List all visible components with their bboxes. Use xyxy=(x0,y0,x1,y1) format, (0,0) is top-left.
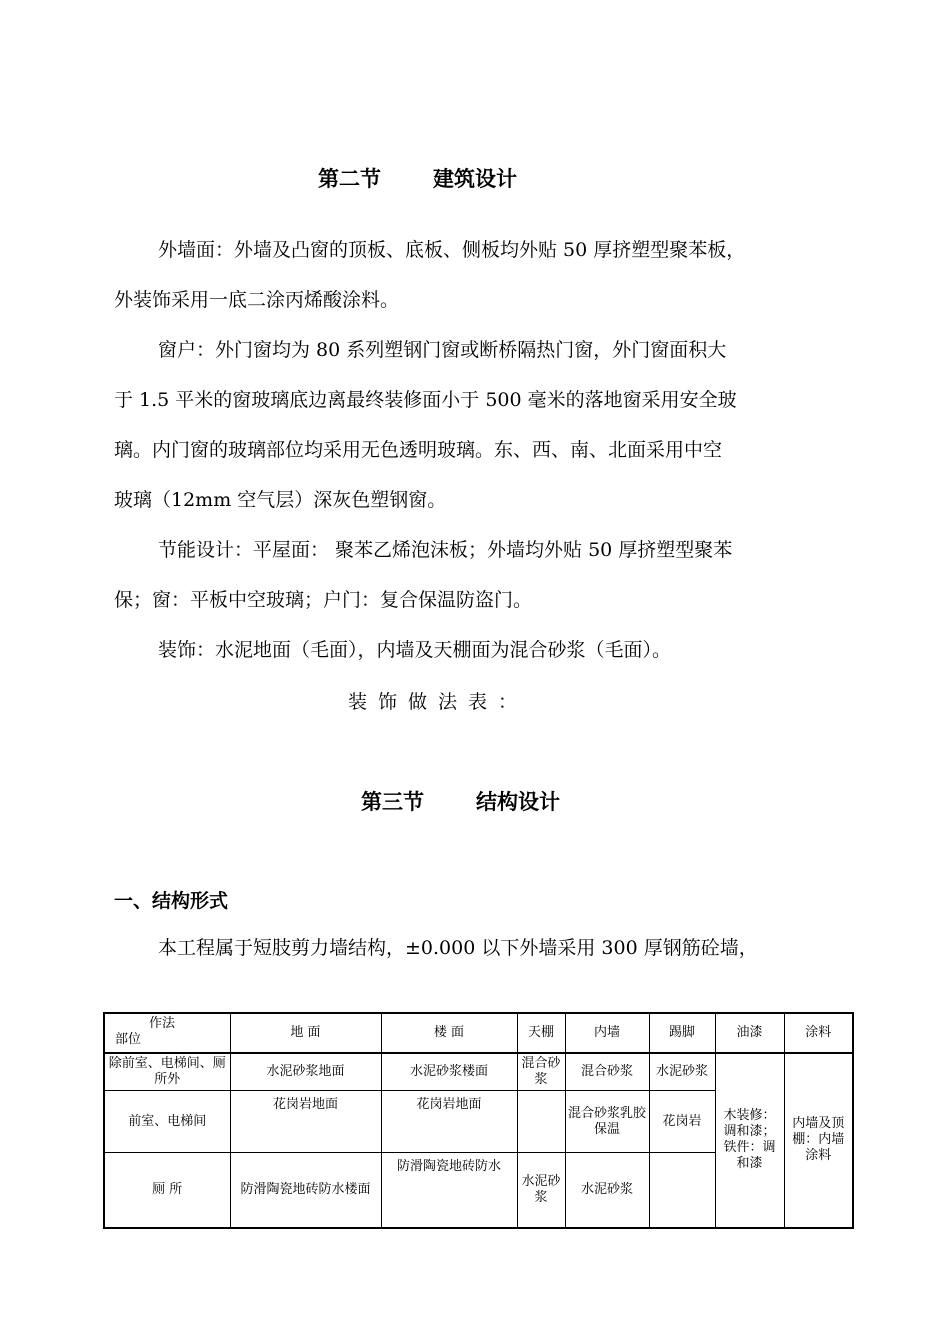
wall-cell: 混合砂浆 xyxy=(565,1053,649,1091)
part-cell: 除前室、电梯间、厕所外 xyxy=(104,1053,230,1091)
corner-top-label: 作法 xyxy=(149,1016,176,1031)
paragraph-line: 外装饰采用一底二涂丙烯酸涂料。 xyxy=(114,289,400,311)
skirting-cell: 水泥砂浆 xyxy=(649,1053,715,1091)
ceiling-cell: 水泥砂浆 xyxy=(517,1153,565,1228)
wall-cell: 混合砂浆乳胶保温 xyxy=(565,1091,649,1153)
corner-bottom-label: 部位 xyxy=(115,1032,142,1047)
header-cell: 楼 面 xyxy=(381,1013,517,1053)
paragraph-line: 外墙面：外墙及凸窗的顶板、底板、侧板均外贴 50 厚挤塑型聚苯板， xyxy=(158,239,746,261)
table-header-row xyxy=(104,1013,853,1053)
storey-cell: 防滑陶瓷地砖防水 xyxy=(381,1153,517,1228)
paragraph-line: 本工程属于短肢剪力墙结构，±0.000 以下外墙采用 300 厚钢筋砼墙， xyxy=(158,937,758,959)
header-cell: 油漆 xyxy=(715,1013,784,1053)
header-cell: 天棚 xyxy=(517,1013,565,1053)
section-heading-3 xyxy=(361,786,560,816)
section-title: 建筑设计 xyxy=(433,167,517,191)
paragraph-line: 保；窗：平板中空玻璃；户门：复合保温防盗门。 xyxy=(114,589,533,611)
floor-cell: 防滑陶瓷地砖防水楼面 xyxy=(230,1153,381,1228)
table-row xyxy=(104,1053,853,1091)
header-cell: 涂料 xyxy=(784,1013,853,1053)
floor-cell: 水泥砂浆地面 xyxy=(230,1053,381,1091)
section-number: 第三节 xyxy=(361,790,424,814)
ceiling-cell: 混合砂浆 xyxy=(517,1053,565,1091)
section-number: 第二节 xyxy=(318,167,381,191)
part-cell: 前室、电梯间 xyxy=(104,1091,230,1153)
paragraph-line: 于 1.5 平米的窗玻璃底边离最终装修面小于 500 毫米的落地窗采用安全玻 xyxy=(114,389,737,411)
wall-cell: 水泥砂浆 xyxy=(565,1153,649,1228)
paragraph-line: 璃。内门窗的玻璃部位均采用无色透明玻璃。东、西、南、北面采用中空 xyxy=(114,439,723,461)
paint-cell: 木装修：调和漆；铁件：调和漆 xyxy=(715,1053,784,1228)
skirting-cell xyxy=(649,1153,715,1228)
header-cell: 踢脚 xyxy=(649,1013,715,1053)
header-cell: 地 面 xyxy=(230,1013,381,1053)
subheading: 一、结构形式 xyxy=(114,890,229,912)
body-text xyxy=(114,225,849,675)
paragraph-line: 装饰：水泥地面（毛面），内墙及天棚面为混合砂浆（毛面）。 xyxy=(158,639,672,661)
paragraph-line: 玻璃（12mm 空气层）深灰色塑钢窗。 xyxy=(114,489,447,511)
decoration-table xyxy=(103,1012,854,1229)
part-cell: 厕 所 xyxy=(104,1153,230,1228)
floor-cell: 花岗岩地面 xyxy=(230,1091,381,1153)
ceiling-cell xyxy=(517,1091,565,1153)
table-caption: 装饰做法表： xyxy=(348,691,529,713)
coating-cell: 内墙及顶棚：内墙涂料 xyxy=(784,1053,853,1228)
section-heading-2 xyxy=(318,163,517,193)
section-title: 结构设计 xyxy=(476,790,560,814)
storey-cell: 水泥砂浆楼面 xyxy=(381,1053,517,1091)
skirting-cell: 花岗岩 xyxy=(649,1091,715,1153)
header-cell: 内墙 xyxy=(565,1013,649,1053)
corner-cell xyxy=(104,1013,230,1053)
paragraph-line: 窗户：外门窗均为 80 系列塑钢门窗或断桥隔热门窗，外门窗面积大 xyxy=(158,339,727,361)
paragraph-line: 节能设计：平屋面： 聚苯乙烯泡沫板；外墙均外贴 50 厚挤塑型聚苯 xyxy=(158,539,733,561)
storey-cell: 花岗岩地面 xyxy=(381,1091,517,1153)
